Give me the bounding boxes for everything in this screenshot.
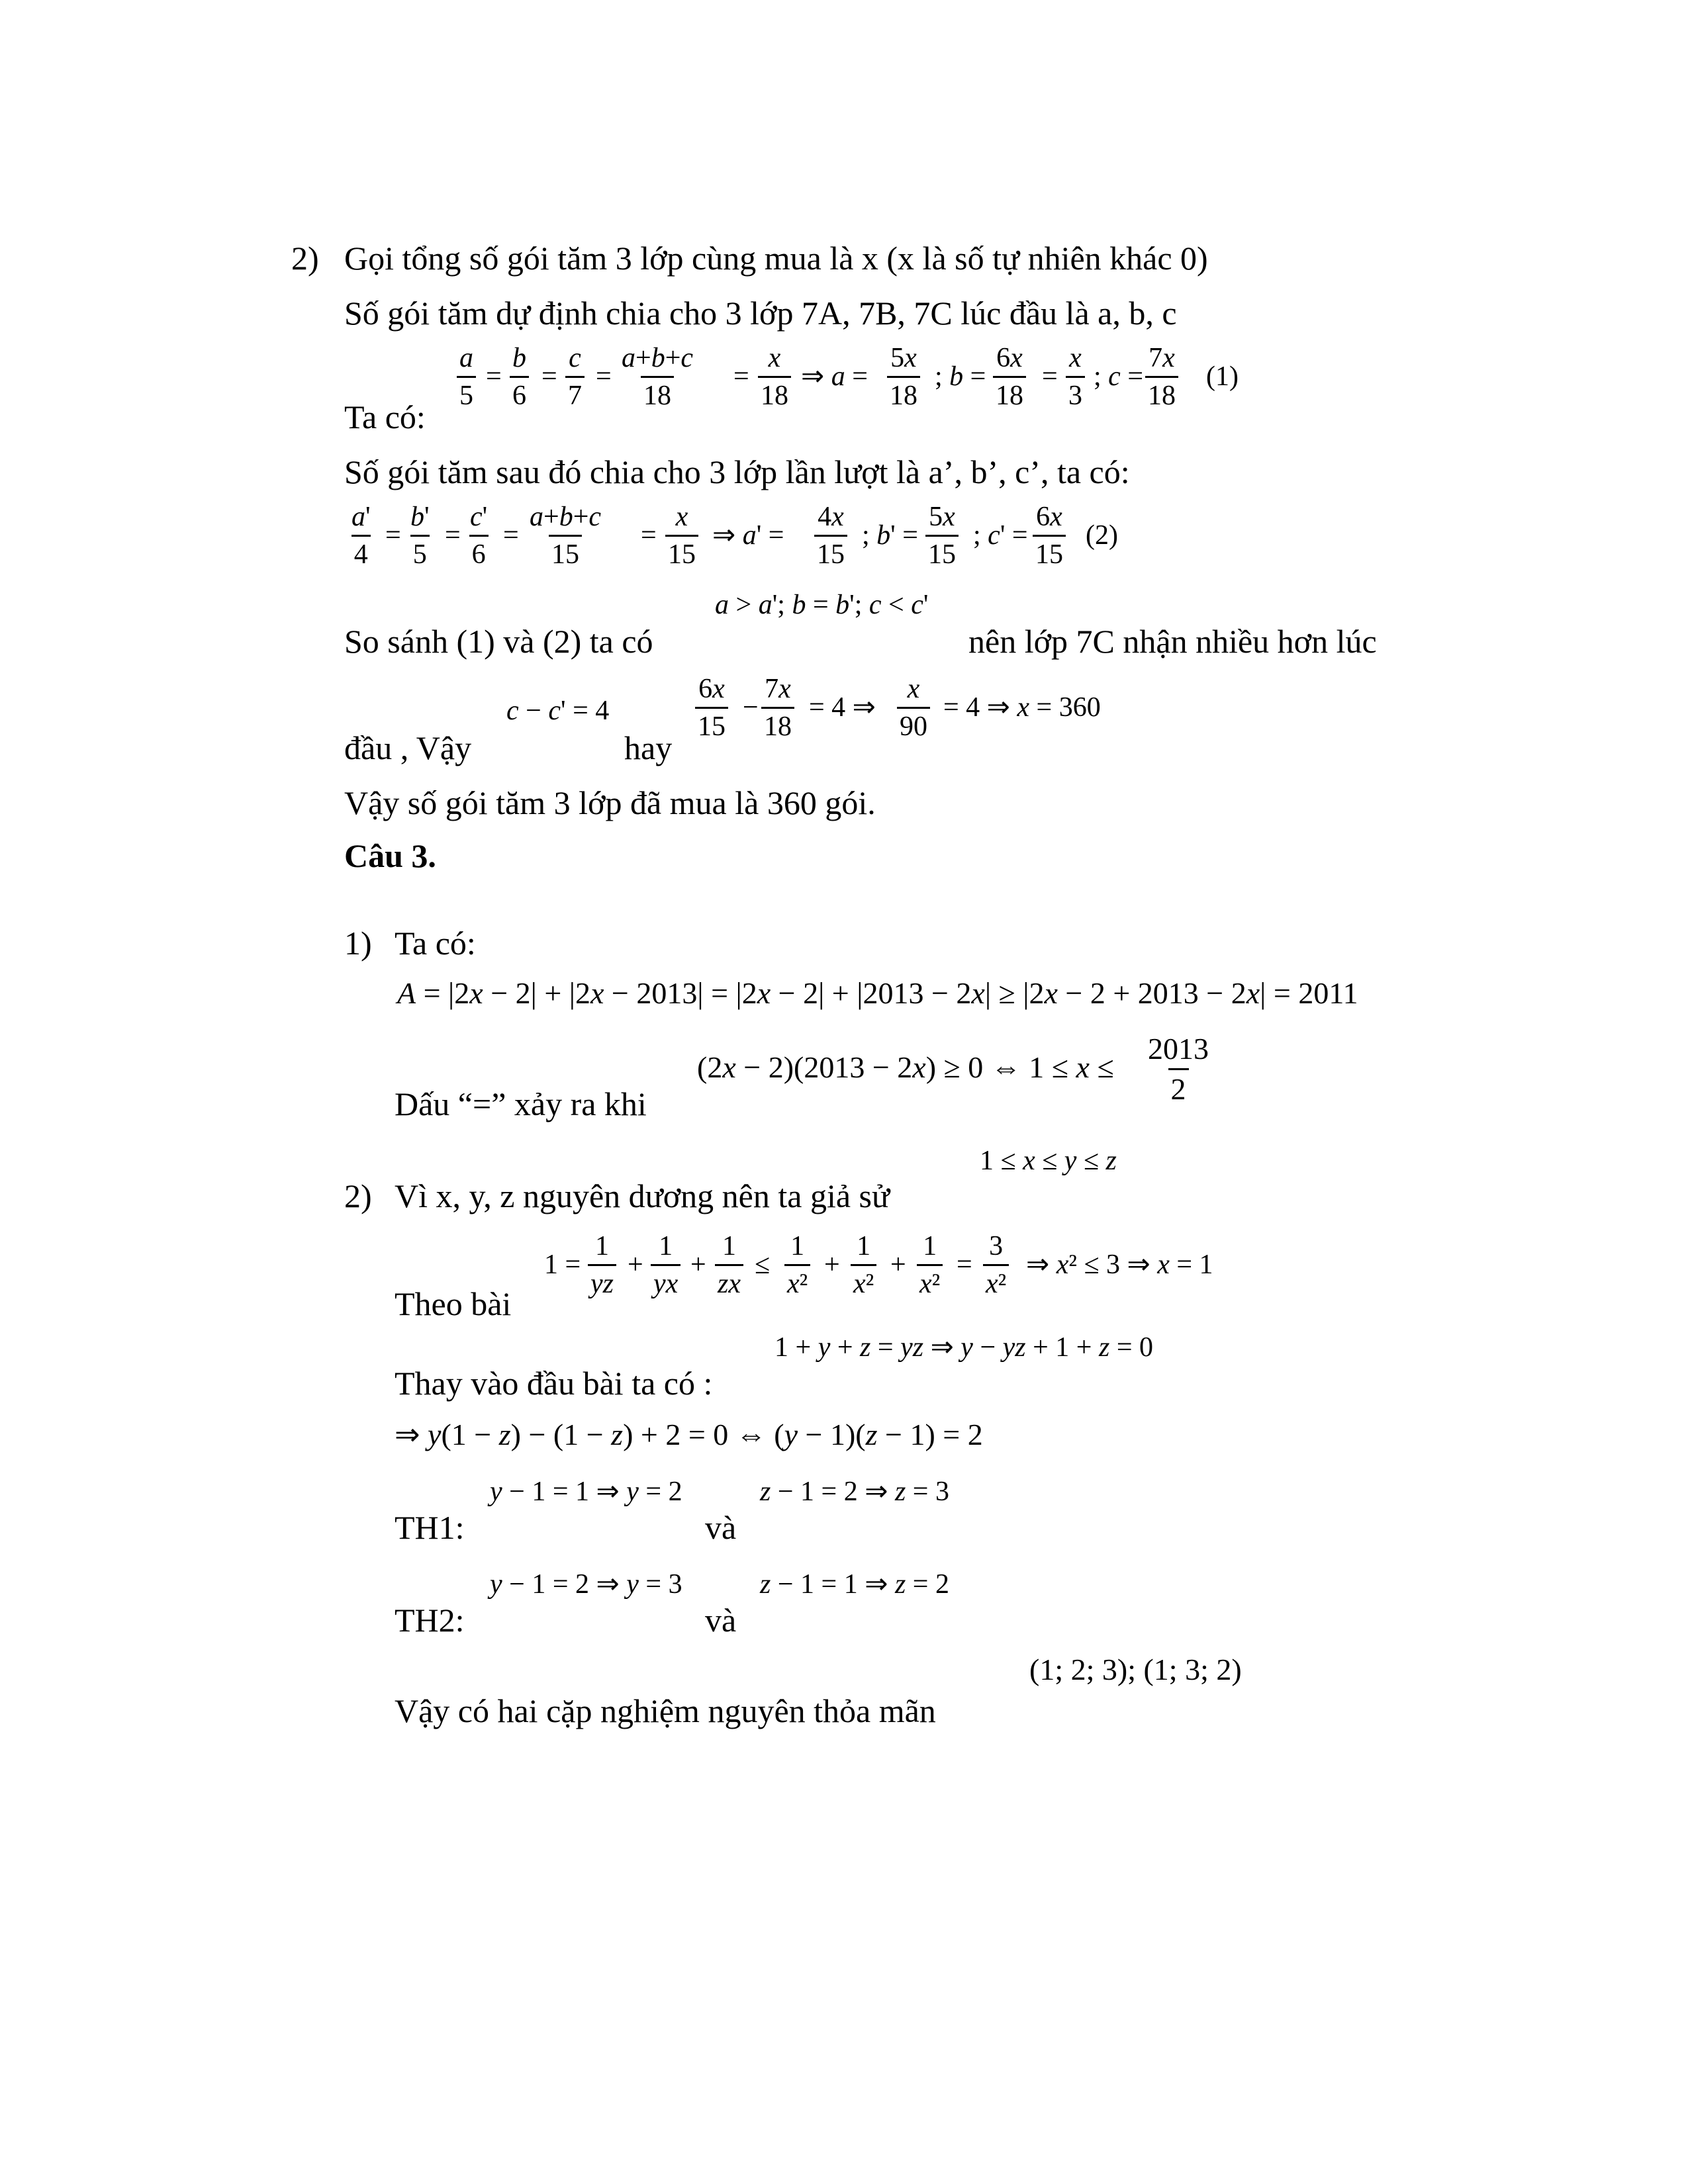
th1-eq-y: y − 1 = 1 ⇒ y = 2 bbox=[490, 1477, 682, 1507]
cau3-heading: Câu 3. bbox=[344, 837, 436, 874]
part2-conclusion: Vậy số gói tăm 3 lớp đã mua là 360 gói. bbox=[344, 784, 876, 821]
eq2-tag: (2) bbox=[1086, 520, 1118, 551]
part2-dau-vay: đầu , Vậy bbox=[344, 729, 472, 766]
cau3-p1-marker: 1) bbox=[344, 925, 372, 962]
cau3-p1-text: Ta có: bbox=[395, 925, 476, 962]
part2-line1: Gọi tổng số gói tăm 3 lớp cùng mua là x (x là số tự nhiên khác 0) bbox=[344, 240, 1208, 277]
th2-eq-y: y − 1 = 2 ⇒ y = 3 bbox=[490, 1569, 682, 1600]
cau3-p2-text: Vì x, y, z nguyên dương nên ta giả sử bbox=[395, 1177, 890, 1214]
abs-inequality: A = |2x − 2| + |2x − 2013| = |2x − 2| + |2013 − 2x| ≥ |2x − 2 + 2013 − 2x| = 2011 bbox=[397, 976, 1358, 1010]
th1-va: và bbox=[705, 1509, 737, 1546]
cau3-p2-marker: 2) bbox=[344, 1177, 372, 1214]
part2-hay: hay bbox=[624, 729, 673, 766]
th2-va: và bbox=[705, 1602, 737, 1639]
part2-compare-rest: nên lớp 7C nhận nhiều hơn lúc bbox=[968, 623, 1377, 660]
th1-eq-z: z − 1 = 2 ⇒ z = 3 bbox=[760, 1477, 949, 1507]
part2-line3: Số gói tăm sau đó chia cho 3 lớp lần lượt là a’, b’, c’, ta có: bbox=[344, 453, 1130, 490]
cau3-dau-text: Dấu “=” xảy ra khi bbox=[395, 1085, 647, 1122]
part2-line2: Số gói tăm dự định chia cho 3 lớp 7A, 7B, 7C lúc đầu là a, b, c bbox=[344, 295, 1177, 332]
substitution-equation: 1 + y + z = yz ⇒ y − yz + 1 + z = 0 bbox=[774, 1332, 1154, 1363]
part2-compare: So sánh (1) và (2) ta có bbox=[344, 623, 653, 660]
cau3-th1: TH1: bbox=[395, 1509, 465, 1546]
cau3-theo-bai: Theo bài bbox=[395, 1285, 512, 1322]
solution-pairs: (1; 2; 3); (1; 3; 2) bbox=[1029, 1653, 1242, 1686]
cau3-final-text: Vậy có hai cặp nghiệm nguyên thỏa mãn bbox=[395, 1692, 936, 1729]
part2-marker: 2) bbox=[291, 240, 319, 277]
cau3-thay-vao: Thay vào đầu bài ta có : bbox=[395, 1365, 713, 1402]
factored-equation: ⇒ y(1 − z) − (1 − z) + 2 = 0 ⇔ (y − 1)(z − 1) = 2 bbox=[395, 1418, 983, 1451]
ordering-assumption: 1 ≤ x ≤ y ≤ z bbox=[980, 1146, 1117, 1176]
th2-eq-z: z − 1 = 1 ⇒ z = 2 bbox=[760, 1569, 949, 1600]
comparison-math: a > a'; b = b'; c < c' bbox=[715, 590, 929, 620]
c-minus-cprime: c − c' = 4 bbox=[506, 696, 610, 726]
cau3-th2: TH2: bbox=[395, 1602, 465, 1639]
eq1-tag: (1) bbox=[1206, 361, 1239, 392]
part2-ta-co: Ta có: bbox=[344, 398, 426, 435]
